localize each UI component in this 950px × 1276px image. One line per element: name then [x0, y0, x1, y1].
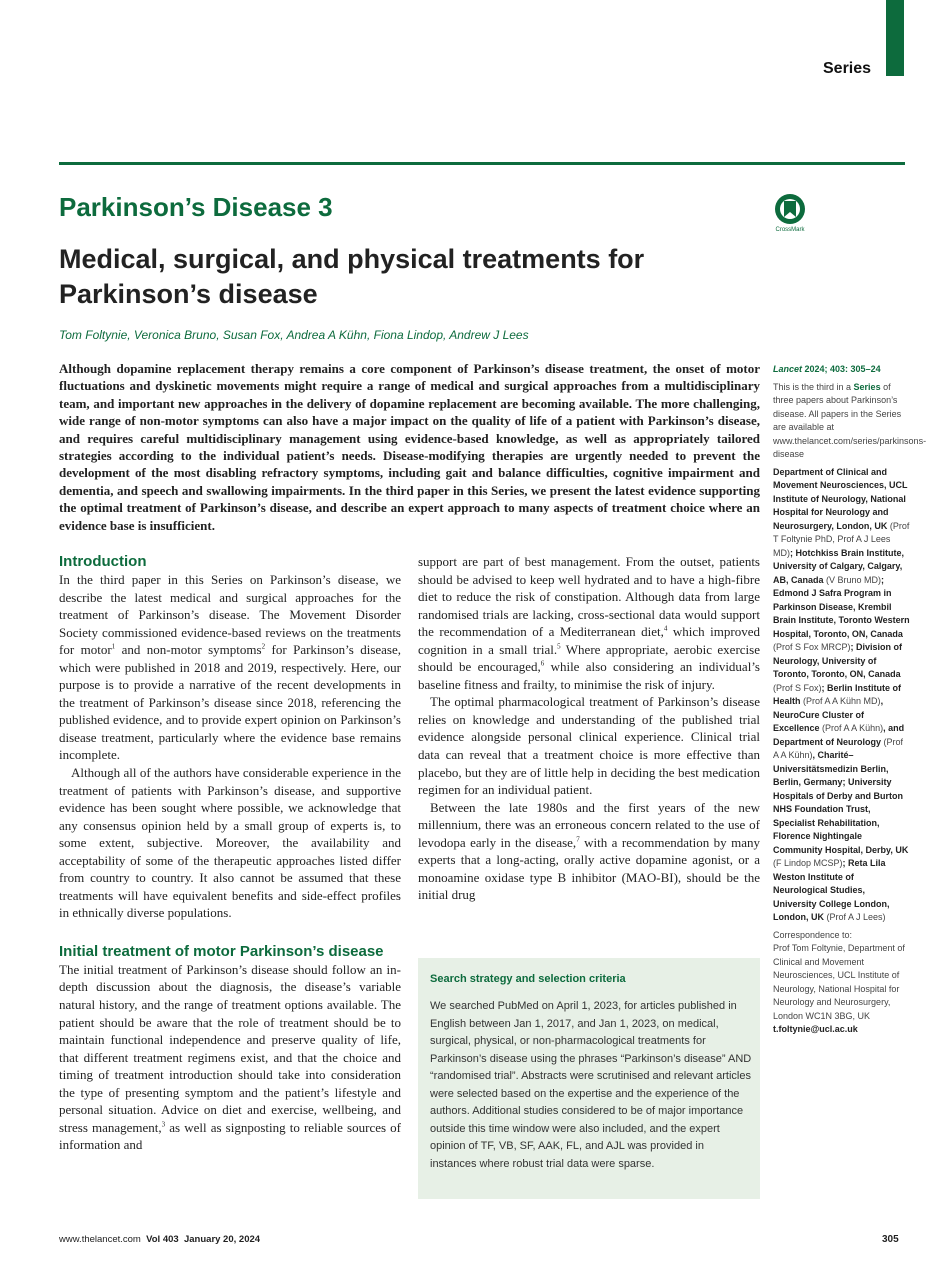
affiliation-authors: (Prof A A Kühn MD): [800, 696, 881, 706]
paragraph-text: In the third paper in this Series on Parkinson’s disease, we describe the latest medical and surgical approaches for the treatment of Parkinson’s disease. The Movement Disorder Society commissioned evidence-based reviews on the treatments for motor: [59, 572, 401, 658]
correspondence-address: Prof Tom Foltynie, Department of Clinical and Movement Neurosciences, UCL Institute of Neurology, National Hospital for Neurology and Neurosurgery, London WC1N 3BG, UK: [773, 943, 905, 1021]
correspondence: [773, 929, 910, 1037]
affiliation: , NeuroCure Cluster of Excellence: [773, 696, 884, 733]
header-rule: [59, 162, 905, 165]
affiliation-authors: (Prof A A Kühn): [773, 736, 904, 760]
paragraph: [59, 961, 401, 1154]
panel-heading: Search strategy and selection criteria: [430, 973, 626, 985]
paragraph-text: while also considering an individual’s baseline fitness and frailty, to minimise the risk of injury.: [418, 659, 760, 692]
body-column-left: [59, 553, 401, 1154]
affiliation: ; Reta Lila Weston Institute of Neurological Studies, University College London, London, UK: [773, 858, 890, 922]
search-strategy-panel: [418, 958, 760, 1199]
affiliation-authors: (Prof A A Kühn): [819, 723, 884, 733]
paragraph: The optimal pharmacological treatment of Parkinson’s disease relies on knowledge and understanding of the published trial evidence alongside personal clinical experience. Clinical trial data can reveal that a treatment choice is more effective than placebo, but they are of little help in deciding the best medication regimen for an individual patient.: [418, 694, 760, 798]
affiliation-authors: (Prof A J Lees): [824, 912, 886, 922]
footer: [59, 1234, 260, 1245]
reference-marker[interactable]: 3: [161, 1120, 166, 1129]
reference-marker[interactable]: 5: [557, 642, 561, 651]
paragraph: Although all of the authors have considerable experience in the treatment of patients with Parkinson’s disease, and supportive evidence has been sought where possible, we acknowledge that any consensus opinion held by a small group of experts is, to some extent, subjective. Moreover, the availability and acceptability of some of the therapeutic approaches listed differ from country to country. It also cannot be assumed that these treatments will have equivalent benefits and side-effect profiles in ethnically diverse populations.: [59, 765, 401, 921]
series-link[interactable]: Series: [853, 381, 881, 392]
paragraph-text: which improved cognition in a small trial.: [418, 624, 761, 657]
crossmark-label: CrossMark: [775, 227, 805, 233]
panel-body: We searched PubMed on April 1, 2023, for articles published in English between Jan 1, 2017, and Jan 1, 2023, on medical, surgical, physical, or non-pharmacological treatments for Parkinson’s disease using the phrases “Parkinson’s disease” AND “randomised trial”. Abstracts were scrutinised and relevant articles were selected based on the expertise and the experience of the authors. Additional studies considered to be of major importance outside this time window were also included, and the expert opinion of TF, VB, SF, AAK, FL, and AJL was provided in instances where robust trial data were sparse.: [430, 1000, 752, 1170]
paragraph-text: The initial treatment of Parkinson’s disease should follow an in-depth discussion about the diagnosis, the disease’s variable natural history, and the range of treatment options available. The patient should be aware that the role of treatment should be to maintain functional independence and preserve quality of life, that different treatment regimens exist, and that the choice and timing of treatment introduction should take into consideration the type of presenting symptom and the patient’s lifestyle and personal situation. Advice on diet and exercise, wellbeing, and stress management,: [59, 961, 401, 1135]
series-label: Series: [823, 60, 872, 77]
series-color-tab: [886, 0, 904, 76]
affiliation-authors: (Prof S Fox MRCP): [773, 642, 851, 652]
citation: [773, 363, 910, 377]
series-note-text: This is the third in a: [773, 381, 854, 392]
affiliation: , and Department of Neurology: [773, 723, 905, 747]
author-list: Tom Foltynie, Veronica Bruno, Susan Fox, Andrea A Kühn, Fiona Lindop, Andrew J Lees: [59, 328, 529, 342]
paragraph: [418, 553, 760, 693]
correspondence-email[interactable]: t.foltynie@ucl.ac.uk: [773, 1024, 858, 1034]
section-heading-introduction: Introduction: [59, 553, 147, 570]
paragraph-text: as well as signposting to reliable sources of information and: [59, 1119, 401, 1153]
paragraph: [418, 799, 760, 904]
affiliation: ; Edmond J Safra Program in Parkinson Disease, Krembil Brain Institute, Toronto Western Hospital, Toronto, ON, Canada: [773, 574, 910, 639]
paragraph-text: with a recommendation by many experts that a long-acting, orally active dopamine agonist, or a monoamine oxidase type B inhibitor (MAO-BI), should be the initial drug: [418, 834, 761, 903]
footer-date: January 20, 2024: [183, 1234, 261, 1245]
affiliation: ; Hotchkiss Brain Institute, University of Calgary, Calgary, AB, Canada: [773, 547, 905, 585]
article-title: Medical, surgical, and physical treatments for Parkinson’s disease: [59, 244, 645, 309]
affiliation: , Charité–Universitätsmedizin Berlin, Berlin, Germany; University Hospitals of Derby and Burton NHS Foundation Trust, Specialist Rehabilitation, Florence Nightingale Community Hospital, Derby, UK: [773, 750, 909, 855]
footer-volume: Vol 403: [146, 1234, 179, 1245]
citation-journal: Lancet: [773, 364, 803, 374]
reference-marker[interactable]: 2: [261, 642, 266, 651]
affiliation: ; Berlin Institute of Health: [773, 682, 902, 706]
affiliation-authors: (F Lindop MCSP): [773, 858, 843, 868]
citation-details: 2024; 403: 305–24: [802, 364, 881, 374]
series-note-text-2: of three papers about Parkinson’s disease. All papers in the Series are available at www.thelancet.com/series/parkinsons-disease: [773, 381, 927, 459]
paragraph-text: support are part of best management. From the outset, patients should be advised to keep well hydrated and to have a high-fibre diet to reduce the risk of constipation. Although data from large randomised trials are lacking, cross-sectional data would support the recommendation of a Mediterranean diet,: [418, 554, 760, 640]
paragraph: [59, 571, 401, 764]
series-title: Parkinson’s Disease 3: [59, 192, 333, 222]
affiliation: ; Division of Neurology, University of Toronto, Toronto, ON, Canada: [773, 642, 903, 679]
affiliation-authors: (V Bruno MD): [823, 574, 882, 585]
paragraph-text: and non-motor symptoms: [115, 642, 262, 658]
reference-marker[interactable]: 6: [540, 659, 545, 668]
reference-marker[interactable]: 4: [663, 624, 668, 633]
correspondence-label: Correspondence to:: [773, 929, 853, 940]
crossmark-icon[interactable]: [773, 193, 807, 233]
reference-marker[interactable]: 1: [111, 642, 116, 651]
series-note: [773, 381, 927, 462]
sidebar: [773, 363, 927, 1037]
reference-marker[interactable]: 7: [576, 835, 580, 844]
section-heading-initial-treatment: Initial treatment of motor Parkinson’s disease: [59, 942, 384, 960]
paragraph-text: Between the late 1980s and the first years of the new millennium, there was an erroneous concern related to the use of levodopa early in the disease,: [418, 799, 760, 850]
body-column-right: [418, 553, 760, 904]
affiliation-authors: (Prof T Foltynie PhD, Prof A J Lees MD): [773, 520, 910, 558]
affiliation-authors: (Prof S Fox): [773, 682, 822, 693]
paragraph-text: Where appropriate, aerobic exercise should be encouraged,: [418, 641, 760, 675]
page-number: 305: [882, 1234, 899, 1245]
abstract: Although dopamine replacement therapy remains a core component of Parkinson’s disease treatment, the onset of motor fluctuations and dyskinetic movements might require a range of medical and surgical approaches from a multidisciplinary team, and important new approaches in the delivery of dopamine replacement are becoming available. The more challenging, wide range of non-motor symptoms can also have a major impact on the quality of life of a patient with Parkinson’s disease, and requires careful multidisciplinary management using evidence-based knowledge, as well as appropriately tailored strategies according to the individual patient’s needs. Disease-modifying therapies are urgently needed to prevent the development of the most disabling refractory symptoms, including gait and balance difficulties, cognitive impairment and dementia, and speech and swallowing impairments. In the third paper in this Series, we present the latest evidence supporting the optimal treatment of Parkinson’s disease, and describe an expert approach to many aspects of treatment choice where an evidence base is insufficient.: [59, 361, 760, 533]
footer-site[interactable]: www.thelancet.com: [59, 1234, 141, 1245]
paragraph-text: for Parkinson’s disease, which were published in 2018 and 2019, respectively. Here, our purpose is to provide a narrative of the recent developments in the treatment of Parkinson’s disease since 2018, referencing the published evidence, and to provide expert opinion on Parkinson’s disease treatment, particularly where the evidence base remains incomplete.: [59, 642, 402, 763]
affiliations: [773, 466, 910, 925]
affiliation: Department of Clinical and Movement Neurosciences, UCL Institute of Neurology, National Hospital for Neurology and Neurosurgery, London, UK: [773, 466, 908, 531]
